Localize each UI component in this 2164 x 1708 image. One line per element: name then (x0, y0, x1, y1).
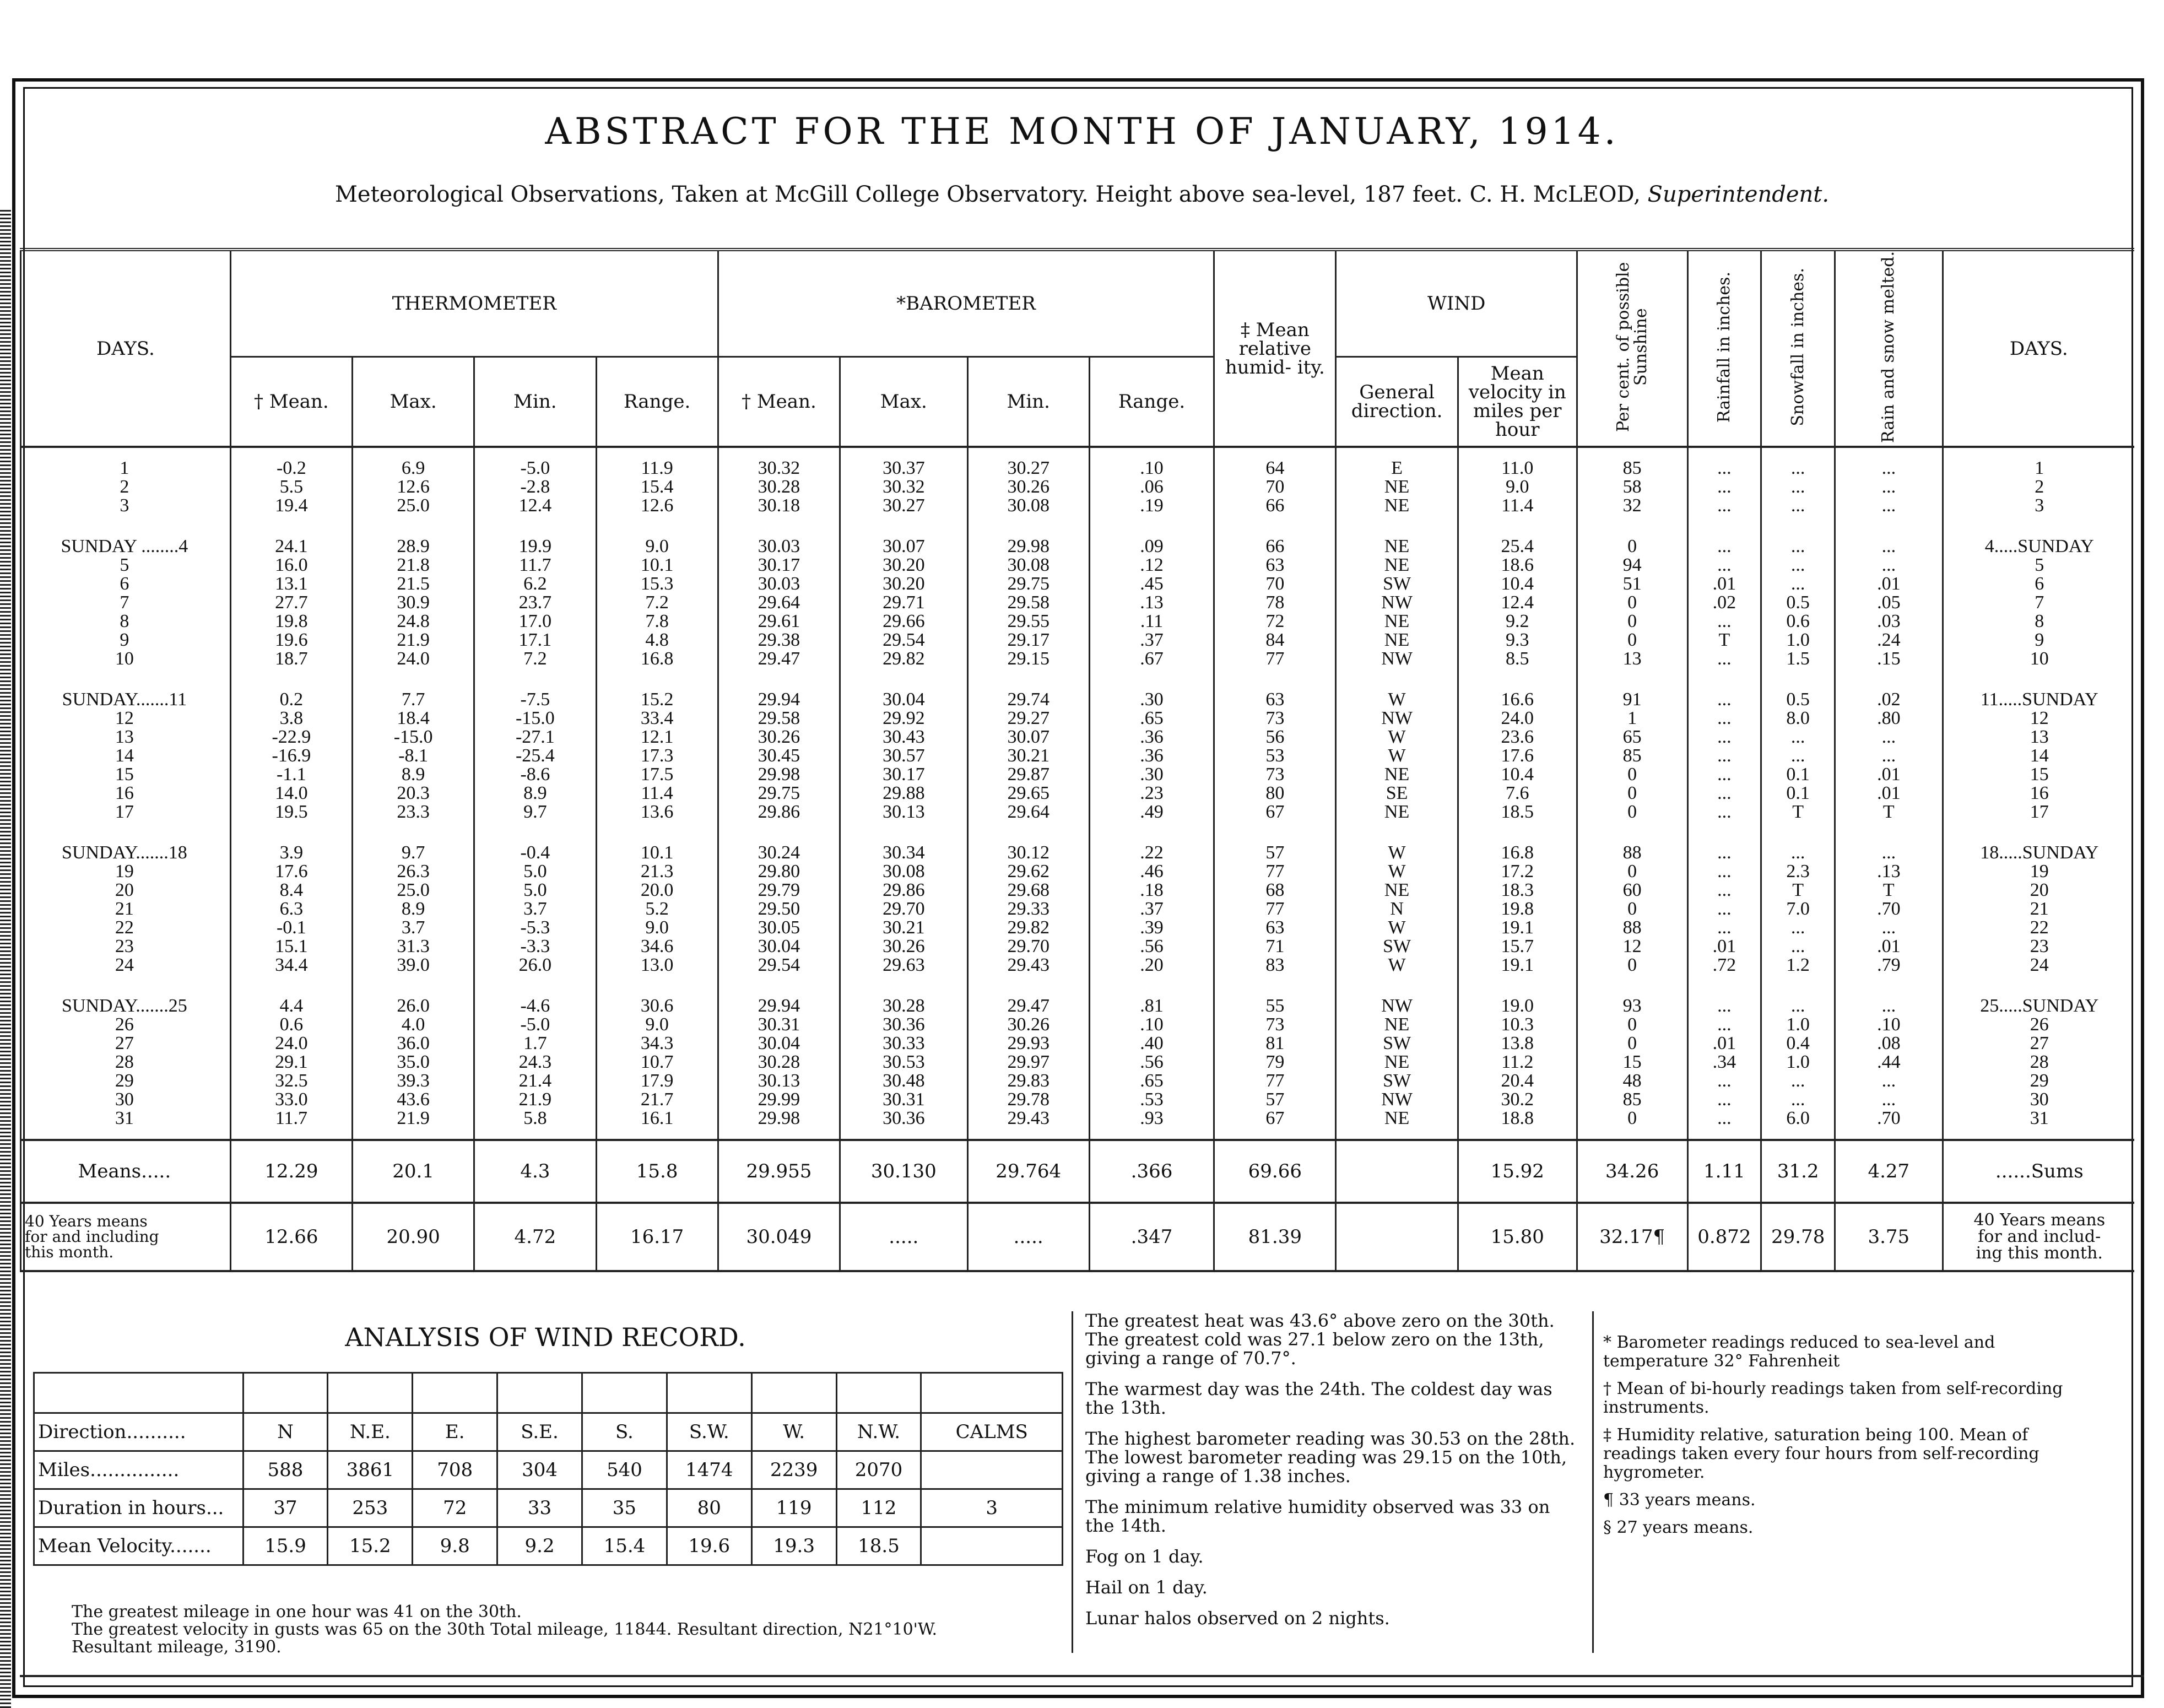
wind-duration-label: Duration in hours... (34, 1489, 244, 1527)
cell-dir: W W NE N W SW W (1336, 833, 1458, 986)
cell-melt: ... ... .01 .05 .03 .24 .15 (1835, 526, 1943, 679)
wind-direction-value: CALMS (921, 1413, 1063, 1451)
cell-vel: 16.6 24.0 23.6 17.6 10.4 7.6 18.5 (1458, 679, 1577, 833)
means-b-max: 30.130 (840, 1140, 968, 1203)
cell-melt: .02 .80 ... ... .01 .01 T (1835, 679, 1943, 833)
day-block (21, 986, 2135, 1140)
baro-min-header: Min. (967, 357, 1089, 447)
wind-direction-value: E. (413, 1413, 497, 1451)
cell-t-range: 30.6 9.0 34.3 10.7 17.9 21.7 16.1 (596, 986, 718, 1140)
footnotes-divider (1592, 1311, 1594, 1653)
cell-melt: ... ... ... (1835, 447, 1943, 526)
forty-b-min: ..... (967, 1203, 1089, 1271)
thermometer-header: THERMOMETER (230, 250, 718, 357)
cell-t-min: -4.6 -5.0 1.7 24.3 21.4 21.9 5.8 (474, 986, 596, 1140)
means-row (21, 1140, 2135, 1203)
wind-velocity-label: Mean Velocity....... (34, 1527, 244, 1565)
cell-days-right: 18.....SUNDAY 19 20 21 22 23 24 (1943, 833, 2134, 986)
means-t-mean: 12.29 (230, 1140, 352, 1203)
cell-b-mean: 30.03 30.17 30.03 29.64 29.61 29.38 29.47 (718, 526, 840, 679)
baro-mean-header: † Mean. (718, 357, 840, 447)
page-subtitle (0, 182, 2164, 207)
cell-dir: E NE NE (1336, 447, 1458, 526)
cell-hum: 55 73 81 79 77 57 67 (1214, 986, 1336, 1140)
wind-velocity-header: Mean velocity in miles per hour (1458, 357, 1577, 447)
rainfall-header: Rainfall in inches. (1687, 250, 1761, 447)
wind-direction-row (34, 1413, 1063, 1451)
cell-rain: ... ... .01 .02 ... T ... (1687, 526, 1761, 679)
cell-vel: 11.0 9.0 11.4 (1458, 447, 1577, 526)
cell-b-range: .10 .06 .19 (1089, 447, 1214, 526)
cell-days-right: 25.....SUNDAY 26 27 28 29 30 31 (1943, 986, 2134, 1140)
cell-hum: 66 63 70 78 72 84 77 (1214, 526, 1336, 679)
cell-b-mean: 29.94 30.31 30.04 30.28 30.13 29.99 29.98 (718, 986, 840, 1140)
cell-b-max: 30.07 30.20 30.20 29.71 29.66 29.54 29.82 (840, 526, 968, 679)
cell-rain: ... ... ... ... ... ... ... (1687, 679, 1761, 833)
cell-dir: NW NE SW NE SW NW NE (1336, 986, 1458, 1140)
cell-t-mean: 24.1 16.0 13.1 27.7 19.8 19.6 18.7 (230, 526, 352, 679)
days-header-left: DAYS. (21, 250, 231, 447)
wind-direction-label: Direction.......... (34, 1413, 244, 1451)
wind-direction-value: N (243, 1413, 328, 1451)
cell-b-min: 29.74 29.27 30.07 30.21 29.87 29.65 29.64 (967, 679, 1089, 833)
cell-t-min: -7.5 -15.0 -27.1 -25.4 -8.6 8.9 9.7 (474, 679, 596, 833)
wind-miles-row (34, 1451, 1063, 1489)
cell-t-min: 19.9 11.7 6.2 23.7 17.0 17.1 7.2 (474, 526, 596, 679)
sums-snowfall: 31.2 (1761, 1140, 1835, 1203)
wind-velocity-value: 18.5 (836, 1527, 921, 1565)
forty-velocity: 15.80 (1458, 1203, 1577, 1271)
forty-b-range: .347 (1089, 1203, 1214, 1271)
means-b-min: 29.764 (967, 1140, 1089, 1203)
cell-vel: 19.0 10.3 13.8 11.2 20.4 30.2 18.8 (1458, 986, 1577, 1140)
cell-b-range: .30 .65 .36 .36 .30 .23 .49 (1089, 679, 1214, 833)
humidity-header: ‡ Mean relative humid- ity. (1214, 250, 1336, 447)
footnote: * Barometer readings reduced to sea-level and temperature 32° Fahrenheit (1603, 1333, 1995, 1371)
cell-t-max: 9.7 26.3 25.0 8.9 3.7 31.3 39.0 (353, 833, 474, 986)
cell-hum: 57 77 68 77 63 71 83 (1214, 833, 1336, 986)
wind-direction-value: N.E. (328, 1413, 413, 1451)
cell-days-left: SUNDAY.......18 19 20 21 22 23 24 (21, 833, 231, 986)
wind-miles-value: 304 (497, 1451, 582, 1489)
wind-duration-value: 112 (836, 1489, 921, 1527)
wind-analysis-table (33, 1372, 1063, 1566)
cell-b-mean: 29.94 29.58 30.26 30.45 29.98 29.75 29.86 (718, 679, 840, 833)
cell-sun: 91 1 65 85 0 0 0 (1577, 679, 1687, 833)
daily-blocks (21, 447, 2135, 1140)
day-block (21, 447, 2135, 526)
cell-b-mean: 30.32 30.28 30.18 (718, 447, 840, 526)
cell-snow: ... ... ... (1761, 447, 1835, 526)
forty-year-label: 40 Years means for and including this month. (21, 1203, 231, 1271)
wind-miles-value: 708 (413, 1451, 497, 1489)
forty-rainfall: 0.872 (1687, 1203, 1761, 1271)
wind-duration-value: 37 (243, 1489, 328, 1527)
cell-days-left: SUNDAY.......11 12 13 14 15 16 17 (21, 679, 231, 833)
cell-sun: 88 0 60 0 88 12 0 (1577, 833, 1687, 986)
cell-rain: ... ... ... (1687, 447, 1761, 526)
wind-direction-value: S. (582, 1413, 667, 1451)
cell-t-range: 10.1 21.3 20.0 5.2 9.0 34.6 13.0 (596, 833, 718, 986)
wind-duration-value: 253 (328, 1489, 413, 1527)
means-t-range: 15.8 (596, 1140, 718, 1203)
footnote: † Mean of bi-hourly readings taken from self-recording instruments. (1603, 1379, 2063, 1417)
cell-t-range: 9.0 10.1 15.3 7.2 7.8 4.8 16.8 (596, 526, 718, 679)
cell-t-min: -0.4 5.0 5.0 3.7 -5.3 -3.3 26.0 (474, 833, 596, 986)
page-title: ABSTRACT FOR THE MONTH OF JANUARY, 1914. (545, 110, 1619, 153)
cell-b-max: 30.34 30.08 29.86 29.70 30.21 30.26 29.63 (840, 833, 968, 986)
sunshine-header: Per cent. of possible Sunshine (1577, 250, 1687, 447)
cell-days-left: SUNDAY.......25 26 27 28 29 30 31 (21, 986, 231, 1140)
cell-b-min: 29.47 30.26 29.93 29.97 29.83 29.78 29.43 (967, 986, 1089, 1140)
wind-velocity-value: 15.9 (243, 1527, 328, 1565)
forty-snowfall: 29.78 (1761, 1203, 1835, 1271)
wind-direction-value: W. (751, 1413, 836, 1451)
cell-vel: 16.8 17.2 18.3 19.8 19.1 15.7 19.1 (1458, 833, 1577, 986)
wind-duration-value: 72 (413, 1489, 497, 1527)
cell-melt: ... .10 .08 .44 ... ... .70 (1835, 986, 1943, 1140)
means-b-range: .366 (1089, 1140, 1214, 1203)
wind-header: WIND (1336, 250, 1577, 357)
remark: Hail on 1 day. (1085, 1577, 1208, 1598)
cell-snow: ... 1.0 0.4 1.0 ... ... 6.0 (1761, 986, 1835, 1140)
day-block (21, 679, 2135, 833)
wind-velocity-value: 9.8 (413, 1527, 497, 1565)
remark: The warmest day was the 24th. The coldest day was the 13th. (1085, 1379, 1552, 1418)
wind-note: Resultant mileage, 3190. (72, 1637, 282, 1657)
cell-snow: ... 2.3 T 7.0 ... ... 1.2 (1761, 833, 1835, 986)
cell-sun: 93 0 0 15 48 85 0 (1577, 986, 1687, 1140)
cell-days-left: SUNDAY ........4 5 6 7 8 9 10 (21, 526, 231, 679)
subtitle-text: Meteorological Observations, Taken at McGill College Observatory. Height above sea-level, 187 feet. C. H. McLEOD, (334, 182, 1641, 207)
wind-blank-row (34, 1373, 1063, 1413)
baro-range-header: Range. (1089, 357, 1214, 447)
remark: Fog on 1 day. (1085, 1546, 1204, 1567)
cell-b-max: 30.37 30.32 30.27 (840, 447, 968, 526)
cell-t-mean: 4.4 0.6 24.0 29.1 32.5 33.0 11.7 (230, 986, 352, 1140)
cell-sun: 85 58 32 (1577, 447, 1687, 526)
cell-hum: 63 73 56 53 73 80 67 (1214, 679, 1336, 833)
days-header-right: DAYS. (1943, 250, 2134, 447)
footnotes (1603, 1333, 2099, 1546)
cell-t-max: 6.9 12.6 25.0 (353, 447, 474, 526)
cell-t-mean: 3.9 17.6 8.4 6.3 -0.1 15.1 34.4 (230, 833, 352, 986)
wind-note: The greatest mileage in one hour was 41 on the 30th. (72, 1602, 522, 1621)
sums-melted: 4.27 (1835, 1140, 1943, 1203)
footnote: § 27 years means. (1603, 1518, 1754, 1537)
wind-duration-row (34, 1489, 1063, 1527)
wind-miles-value: 2239 (751, 1451, 836, 1489)
cell-rain: ... ... ... ... ... .01 .72 (1687, 833, 1761, 986)
wind-duration-value: 33 (497, 1489, 582, 1527)
cell-b-range: .09 .12 .45 .13 .11 .37 .67 (1089, 526, 1214, 679)
cell-b-max: 30.28 30.36 30.33 30.53 30.48 30.31 30.36 (840, 986, 968, 1140)
wind-note: The greatest velocity in gusts was 65 on the 30th Total mileage, 11844. Resultant direction, N21°10'W. (72, 1620, 938, 1639)
cell-b-range: .22 .46 .18 .37 .39 .56 .20 (1089, 833, 1214, 986)
cell-days-right: 4.....SUNDAY 5 6 7 8 9 10 (1943, 526, 2134, 679)
remark: The highest barometer reading was 30.53 on the 28th. The lowest barometer reading was 29.15 on the 10th, giving a range of 1.38 inches. (1085, 1428, 1576, 1487)
cell-t-max: 7.7 18.4 -15.0 -8.1 8.9 20.3 23.3 (353, 679, 474, 833)
cell-t-mean: 0.2 3.8 -22.9 -16.9 -1.1 14.0 19.5 (230, 679, 352, 833)
forty-b-max: ..... (840, 1203, 968, 1271)
wind-miles-value: 3861 (328, 1451, 413, 1489)
wind-velocity-value (921, 1527, 1063, 1565)
wind-velocity-value: 15.2 (328, 1527, 413, 1565)
day-block (21, 833, 2135, 986)
cell-dir: NE NE SW NW NE NE NW (1336, 526, 1458, 679)
thermo-range-header: Range. (596, 357, 718, 447)
thermo-max-header: Max. (353, 357, 474, 447)
header-row-1 (21, 250, 2135, 357)
cell-t-max: 28.9 21.8 21.5 30.9 24.8 21.9 24.0 (353, 526, 474, 679)
forty-t-range: 16.17 (596, 1203, 718, 1271)
observations-table (20, 248, 2134, 1272)
cell-b-min: 29.98 30.08 29.75 29.58 29.55 29.17 29.15 (967, 526, 1089, 679)
cell-sun: 0 94 51 0 0 0 13 (1577, 526, 1687, 679)
scan-edge-shading (0, 209, 11, 1708)
means-t-max: 20.1 (353, 1140, 474, 1203)
cell-b-min: 30.12 29.62 29.68 29.33 29.82 29.70 29.43 (967, 833, 1089, 986)
wind-velocity-value: 19.6 (667, 1527, 751, 1565)
forty-t-max: 20.90 (353, 1203, 474, 1271)
baro-max-header: Max. (840, 357, 968, 447)
cell-t-max: 26.0 4.0 36.0 35.0 39.3 43.6 21.9 (353, 986, 474, 1140)
bottom-rule (20, 1675, 2144, 1677)
footnote: ‡ Humidity relative, saturation being 100. Mean of readings taken every four hours from self-recording hygrometer. (1603, 1425, 2039, 1482)
barometer-header: *BAROMETER (718, 250, 1214, 357)
cell-b-max: 30.04 29.92 30.43 30.57 30.17 29.88 30.13 (840, 679, 968, 833)
forty-t-min: 4.72 (474, 1203, 596, 1271)
wind-miles-value: 540 (582, 1451, 667, 1489)
cell-b-range: .81 .10 .40 .56 .65 .53 .93 (1089, 986, 1214, 1140)
wind-velocity-value: 15.4 (582, 1527, 667, 1565)
cell-melt: ... .13 T .70 ... .01 .79 (1835, 833, 1943, 986)
remark: The minimum relative humidity observed was 33 on the 14th. (1085, 1496, 1550, 1536)
forty-year-row (21, 1203, 2135, 1271)
cell-b-mean: 30.24 29.80 29.79 29.50 30.05 30.04 29.54 (718, 833, 840, 986)
means-humidity: 69.66 (1214, 1140, 1336, 1203)
wind-analysis-title: ANALYSIS OF WIND RECORD. (345, 1322, 746, 1352)
forty-melted: 3.75 (1835, 1203, 1943, 1271)
sums-rainfall: 1.11 (1687, 1140, 1761, 1203)
wind-velocity-value: 19.3 (751, 1527, 836, 1565)
wind-miles-value (921, 1451, 1063, 1489)
subtitle-role: Superintendent. (1647, 182, 1830, 207)
remarks (1085, 1311, 1581, 1640)
sums-label: ......Sums (1943, 1140, 2134, 1203)
cell-days-right: 11.....SUNDAY 12 13 14 15 16 17 (1943, 679, 2134, 833)
forty-direction (1336, 1203, 1458, 1271)
means-sunshine: 34.26 (1577, 1140, 1687, 1203)
cell-rain: ... ... .01 .34 ... ... ... (1687, 986, 1761, 1140)
rain-snow-header: Rain and snow melted. (1835, 250, 1943, 447)
day-block (21, 526, 2135, 679)
cell-snow: 0.5 8.0 ... ... 0.1 0.1 T (1761, 679, 1835, 833)
means-velocity: 15.92 (1458, 1140, 1577, 1203)
remarks-divider (1072, 1311, 1073, 1653)
forty-humidity: 81.39 (1214, 1203, 1336, 1271)
snowfall-header: Snowfall in inches. (1761, 250, 1835, 447)
wind-direction-value: S.W. (667, 1413, 751, 1451)
wind-direction-value: S.E. (497, 1413, 582, 1451)
means-label: Means..... (21, 1140, 231, 1203)
wind-duration-value: 3 (921, 1489, 1063, 1527)
cell-days-left: 1 2 3 (21, 447, 231, 526)
forty-b-mean: 30.049 (718, 1203, 840, 1271)
forty-year-label-right: 40 Years means for and includ- ing this month. (1943, 1203, 2134, 1271)
wind-miles-value: 1474 (667, 1451, 751, 1489)
means-b-mean: 29.955 (718, 1140, 840, 1203)
thermo-min-header: Min. (474, 357, 596, 447)
cell-snow: ... ... ... 0.5 0.6 1.0 1.5 (1761, 526, 1835, 679)
cell-hum: 64 70 66 (1214, 447, 1336, 526)
cell-days-right: 1 2 3 (1943, 447, 2134, 526)
cell-t-mean: -0.2 5.5 19.4 (230, 447, 352, 526)
wind-duration-value: 80 (667, 1489, 751, 1527)
cell-vel: 25.4 18.6 10.4 12.4 9.2 9.3 8.5 (1458, 526, 1577, 679)
remark: The greatest heat was 43.6° above zero on the 30th. The greatest cold was 27.1 below zero on the 13th, giving a range of 70.7°. (1085, 1310, 1555, 1369)
wind-miles-value: 2070 (836, 1451, 921, 1489)
cell-t-range: 11.9 15.4 12.6 (596, 447, 718, 526)
wind-duration-value: 35 (582, 1489, 667, 1527)
footnote: ¶ 33 years means. (1603, 1490, 1756, 1510)
wind-duration-value: 119 (751, 1489, 836, 1527)
cell-b-min: 30.27 30.26 30.08 (967, 447, 1089, 526)
wind-miles-label: Miles............... (34, 1451, 244, 1489)
wind-direction-value: N.W. (836, 1413, 921, 1451)
wind-velocity-row (34, 1527, 1063, 1565)
cell-t-range: 15.2 33.4 12.1 17.3 17.5 11.4 13.6 (596, 679, 718, 833)
forty-sunshine: 32.17¶ (1577, 1203, 1687, 1271)
cell-t-min: -5.0 -2.8 12.4 (474, 447, 596, 526)
wind-velocity-value: 9.2 (497, 1527, 582, 1565)
thermo-mean-header: † Mean. (230, 357, 352, 447)
wind-direction-header: General direction. (1336, 357, 1458, 447)
means-direction (1336, 1140, 1458, 1203)
cell-dir: W NW W W NE SE NE (1336, 679, 1458, 833)
means-t-min: 4.3 (474, 1140, 596, 1203)
wind-notes (72, 1603, 1063, 1656)
forty-t-mean: 12.66 (230, 1203, 352, 1271)
wind-miles-value: 588 (243, 1451, 328, 1489)
remark: Lunar halos observed on 2 nights. (1085, 1608, 1390, 1629)
